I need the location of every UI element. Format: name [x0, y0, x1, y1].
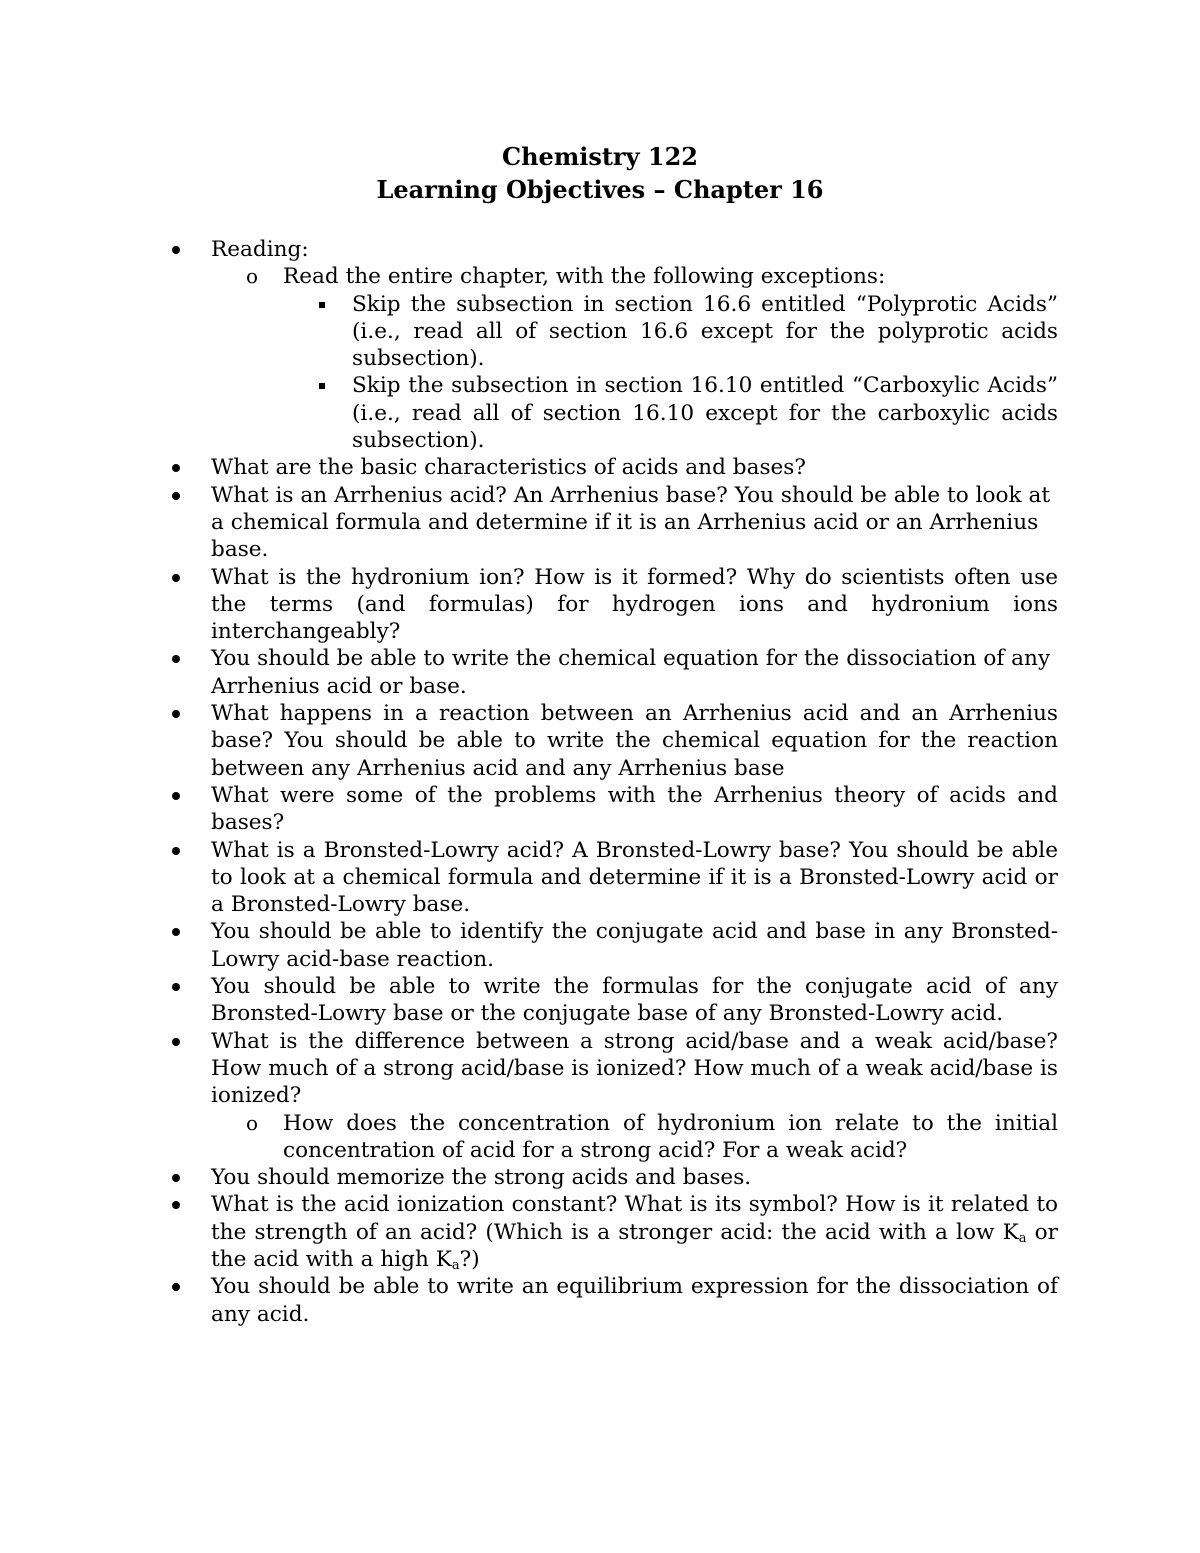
- list-item-11: [211, 1164, 1058, 1191]
- item-13-text: You should be able to write an equilibrium expression for the dissociation of any acid.: [211, 1274, 1058, 1327]
- item-9-text: You should be able to write the formulas for the conjugate acid of any Bronsted-Lowry base or the conjugate base of any Bronsted-Lowry acid.: [211, 974, 1058, 1027]
- bullet-icon: [172, 782, 186, 809]
- item-12-text-part-c: ?): [459, 1246, 480, 1272]
- skip-1-text: Skip the subsection in section 16.6 entitled “Polyprotic Acids” (i.e., read all of section 16.6 except for the polyprotic acids subsection).: [352, 291, 1058, 372]
- bullet-icon: [172, 564, 186, 591]
- item-4-text: You should be able to write the chemical equation for the dissociation of any Arrhenius acid or base.: [211, 646, 1051, 699]
- reading-sublist: [211, 263, 1058, 454]
- square-bullet-icon: [319, 302, 325, 308]
- item-6-text: What were some of the problems with the Arrhenius theory of acids and bases?: [211, 782, 1058, 836]
- reading-sub-text: Read the entire chapter, with the following exceptions:: [283, 264, 886, 290]
- list-item-skip-1: [352, 291, 1058, 373]
- bullet-icon: [172, 973, 186, 1000]
- circle-bullet-icon: o: [246, 264, 259, 289]
- bullet-icon: [172, 1191, 186, 1218]
- bullet-icon: [172, 918, 186, 945]
- list-item-13: [211, 1273, 1058, 1328]
- bullet-icon: [172, 645, 186, 672]
- objectives-list-container: [211, 236, 1058, 1328]
- bullet-icon: [172, 837, 186, 864]
- item-5-text: What happens in a reaction between an Arrhenius acid and an Arrhenius base? You should be able to write the chemical equation for the reaction between any Arrhenius acid and any Arrhenius base: [211, 701, 1058, 781]
- list-item-reading-sub: [246, 263, 1058, 454]
- item-11-text: You should memorize the strong acids and bases.: [211, 1165, 752, 1191]
- item-12-text: [211, 1192, 1058, 1272]
- list-item-7: [211, 837, 1058, 919]
- bullet-icon: [172, 700, 186, 727]
- item-7-text: What is a Bronsted-Lowry acid? A Bronsted-Lowry base? You should be able to look at a chemical formula and determine if it is a Bronsted-Lowry acid or a Bronsted-Lowry base.: [211, 837, 1058, 918]
- item-3-text: What is the hydronium ion? How is it formed? Why do scientists often use the terms (and formulas) for hydrogen ions and hydronium ions interchangeably?: [211, 564, 1058, 645]
- bullet-icon: [172, 1028, 186, 1055]
- list-item-10-sub: [246, 1110, 1058, 1165]
- list-item-9: [211, 973, 1058, 1028]
- skip-2-text: Skip the subsection in section 16.10 entitled “Carboxylic Acids” (i.e., read all of section 16.10 except for the carboxylic acids subsection).: [352, 373, 1058, 454]
- list-item-10: [211, 1028, 1058, 1164]
- objectives-list: [211, 236, 1058, 1328]
- exceptions-sublist: [283, 291, 1058, 455]
- bullet-icon: [172, 454, 186, 481]
- reading-label: Reading:: [211, 237, 309, 262]
- list-item-2: [211, 482, 1058, 564]
- bullet-icon: [172, 482, 186, 509]
- list-item-6: [211, 782, 1058, 837]
- item-1-text: What are the basic characteristics of acids and bases?: [211, 455, 806, 481]
- list-item-1: [211, 454, 1058, 481]
- item-10-text: What is the difference between a strong acid/base and a weak acid/base? How much of a strong acid/base is ionized? How much of a weak acid/base is ionized?: [211, 1028, 1058, 1109]
- square-bullet-icon: [319, 383, 325, 389]
- circle-bullet-icon: o: [246, 1110, 259, 1135]
- course-title: Chemistry 122: [502, 142, 698, 171]
- item-12-text-part-b: or the acid with a high K: [211, 1219, 1058, 1272]
- document-title: [0, 140, 1200, 206]
- list-item-8: [211, 918, 1058, 973]
- list-item-3: [211, 564, 1058, 646]
- bullet-icon: [172, 1273, 186, 1300]
- item-12-text-part-a: What is the acid ionization constant? What is its symbol? How is it related to the strength of an acid? (Which is a stronger acid: the acid with a low K: [211, 1192, 1058, 1245]
- item-2-text: What is an Arrhenius acid? An Arrhenius base? You should be able to look at a chemical formula and determine if it is an Arrhenius acid or an Arrhenius base.: [211, 482, 1051, 563]
- bullet-icon: [172, 236, 186, 263]
- ka-subscript: a: [451, 1257, 460, 1273]
- list-item-skip-2: [352, 372, 1058, 454]
- bullet-icon: [172, 1164, 186, 1191]
- document-subtitle: Learning Objectives – Chapter 16: [376, 175, 824, 204]
- list-item-12: [211, 1191, 1058, 1273]
- item-10-sub-text: How does the concentration of hydronium ion relate to the initial concentration of acid for a strong acid? For a weak acid?: [283, 1110, 1058, 1163]
- ka-subscript: a: [1018, 1230, 1027, 1246]
- list-item-4: [211, 645, 1058, 700]
- list-item-reading: [211, 236, 1058, 454]
- item-8-text: You should be able to identify the conjugate acid and base in any Bronsted-Lowry acid-base reaction.: [211, 919, 1058, 972]
- item-10-sublist: [211, 1110, 1058, 1165]
- list-item-5: [211, 700, 1058, 782]
